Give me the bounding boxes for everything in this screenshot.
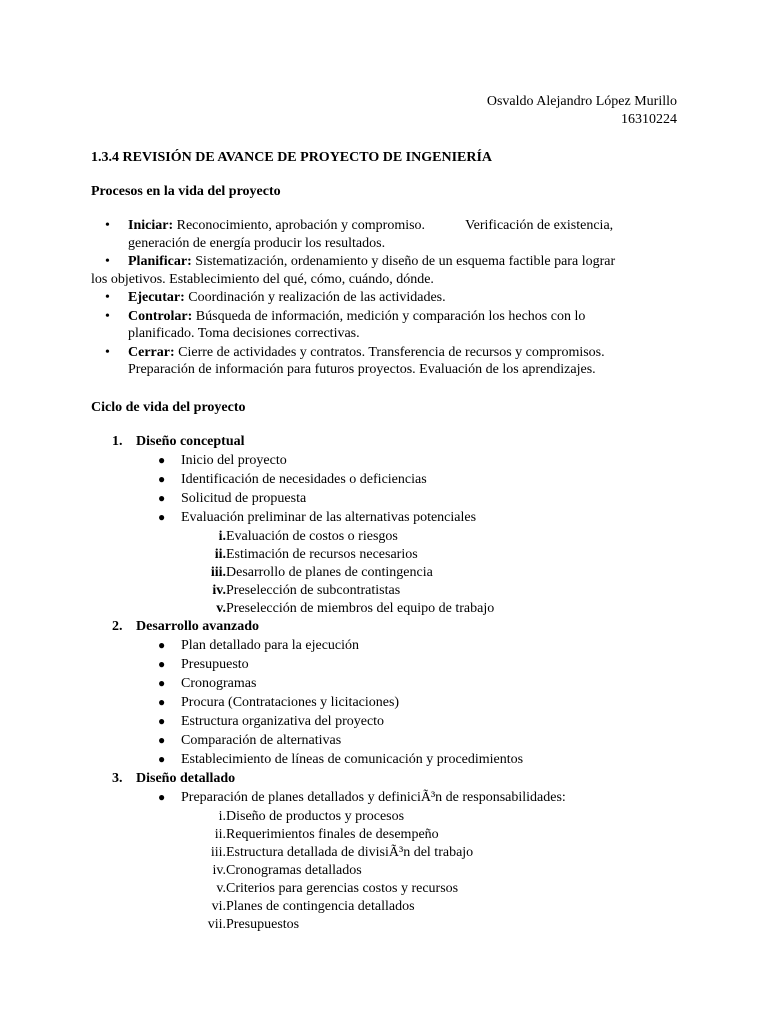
phase-item [91,618,691,770]
process-desc-cont: Preparación de información para futuros proyectos. Evaluación de los aprendizajes. [128,362,596,377]
bullet-icon: ● [158,695,166,709]
sub-list-item [91,880,691,898]
bullet-icon: ● [158,752,166,766]
processes-heading: Procesos en la vida del proyecto [91,184,281,199]
bullet-icon: ● [158,510,166,524]
roman-numeral: v. [216,881,226,896]
phase-item [91,433,691,618]
list-item-text: Evaluación preliminar de las alternativas potenciales [181,510,477,525]
list-item-text: Presupuesto [181,657,249,672]
sub-list-item-text: Desarrollo de planes de contingencia [226,565,433,580]
sub-list-item-text: Planes de contingencia detallados [226,899,415,914]
list-item-text: Plan detallado para la ejecución [181,638,360,653]
phase-number: 3. [112,771,123,786]
phase-subitems [91,808,691,934]
roman-numeral: v. [216,601,226,616]
roman-numeral: iv. [212,583,226,598]
process-desc: Reconocimiento, aprobación y compromiso. [176,218,426,233]
sub-list-item [91,564,691,582]
lifecycle-list [91,433,691,934]
list-item-text: Preparación de planes detallados y definiciÃ³n de responsabilidades: [181,790,566,805]
bullet-icon: ● [158,657,166,671]
sub-list-item-text: Preselección de subcontratistas [226,583,401,598]
process-desc-cont: los objetivos. Establecimiento del qué, cómo, cuándo, dónde. [91,271,434,287]
roman-numeral: vii. [207,917,226,932]
phase-title [91,618,691,637]
process-item-ejecutar [91,289,663,307]
author-block [487,93,677,129]
phase-title-text: Diseño detallado [136,771,236,786]
bullet-icon: ● [158,472,166,486]
roman-numeral: ii. [214,827,226,842]
bullet-icon: ● [158,790,166,804]
list-item-text: Procura (Contrataciones y licitaciones) [181,695,400,710]
phase-item [91,770,691,934]
process-term: Ejecutar: [128,290,185,305]
bullet-icon: • [105,218,110,233]
process-item-cerrar [91,344,663,379]
sub-list-item [91,600,691,618]
list-item [91,694,691,713]
sub-list-item-text: Criterios para gerencias costos y recursos [226,881,459,896]
phase-title-text: Diseño conceptual [136,434,245,449]
sub-list-item [91,808,691,826]
phase-subitems [91,528,691,618]
sub-list-item [91,826,691,844]
bullet-icon: • [105,290,110,305]
list-item [91,637,691,656]
process-desc: Coordinación y realización de las actividades. [188,290,446,305]
sub-list-item [91,582,691,600]
phase-number: 1. [112,434,123,449]
list-item-text: Comparación de alternativas [181,733,342,748]
bullet-icon: • [105,254,110,269]
roman-numeral: iii. [210,845,226,860]
list-item [91,656,691,675]
phase-bullets [91,637,691,770]
author-id: 16310224 [621,112,677,127]
roman-numeral: iv. [212,863,226,878]
bullet-icon: • [105,308,110,324]
bullet-icon: ● [158,491,166,505]
list-item [91,732,691,751]
list-item [91,490,691,509]
document-title: 1.3.4 REVISIÓN DE AVANCE DE PROYECTO DE INGENIERÍA [91,150,493,165]
author-name: Osvaldo Alejandro López Murillo [486,94,677,109]
process-item-iniciar [91,217,663,252]
list-item-text: Identificación de necesidades o deficiencias [181,472,427,487]
list-item [91,713,691,732]
sub-list-item-text: Estructura detallada de divisiÃ³n del trabajo [226,845,474,860]
sub-list-item-text: Cronogramas detallados [226,863,362,878]
process-item-planificar [91,253,663,288]
process-desc-cont: generación de energía producir los resultados. [128,235,386,251]
process-desc: Cierre de actividades y contratos. Transferencia de recursos y compromisos. [178,344,605,360]
list-item [91,675,691,694]
bullet-icon: ● [158,676,166,690]
processes-list [91,217,663,380]
bullet-icon: • [105,344,110,360]
sub-list-item [91,862,691,880]
sub-list-item-text: Evaluación de costos o riesgos [226,529,398,544]
sub-list-item-text: Estimación de recursos necesarios [226,547,418,562]
list-item [91,471,691,490]
process-term: Cerrar: [128,344,175,360]
bullet-icon: ● [158,638,166,652]
process-desc: Sistematización, ordenamiento y diseño de un esquema factible para lograr [195,254,616,269]
sub-list-item [91,528,691,546]
list-item [91,751,691,770]
roman-numeral: iii. [210,565,226,580]
list-item-text: Solicitud de propuesta [181,491,307,506]
sub-list-item-text: Preselección de miembros del equipo de trabajo [226,601,495,616]
process-term: Planificar: [128,254,192,269]
process-term: Iniciar: [128,218,174,233]
bullet-icon: ● [158,714,166,728]
process-term: Controlar: [128,308,193,324]
roman-numeral: i. [218,529,226,544]
lifecycle-heading: Ciclo de vida del proyecto [91,400,246,415]
sub-list-item [91,546,691,564]
list-item [91,509,691,528]
process-desc: Búsqueda de información, medición y comparación los hechos con lo [195,308,586,324]
list-item [91,789,691,808]
process-item-controlar [91,308,663,343]
sub-list-item [91,916,691,934]
sub-list-item-text: Requerimientos finales de desempeño [226,827,439,842]
list-item-text: Estructura organizativa del proyecto [181,714,385,729]
roman-numeral: ii. [214,547,226,562]
sub-list-item-text: Diseño de productos y procesos [226,809,405,824]
list-item-text: Establecimiento de líneas de comunicación y procedimientos [181,752,524,767]
bullet-icon: ● [158,453,166,467]
phase-title-text: Desarrollo avanzado [136,619,260,634]
bullet-icon: ● [158,733,166,747]
phase-title [91,770,691,789]
process-desc-extra: Verificación de existencia, [465,218,614,233]
sub-list-item [91,844,691,862]
roman-numeral: i. [218,809,226,824]
phase-bullets [91,789,691,808]
phase-number: 2. [112,619,123,634]
roman-numeral: vi. [211,899,226,914]
list-item [91,452,691,471]
phase-title [91,433,691,452]
list-item-text: Cronogramas [181,676,257,691]
phase-bullets [91,452,691,528]
sub-list-item-text: Presupuestos [226,917,300,932]
list-item-text: Inicio del proyecto [181,453,287,468]
sub-list-item [91,898,691,916]
process-desc-cont: planificado. Toma decisiones correctivas. [128,326,360,341]
